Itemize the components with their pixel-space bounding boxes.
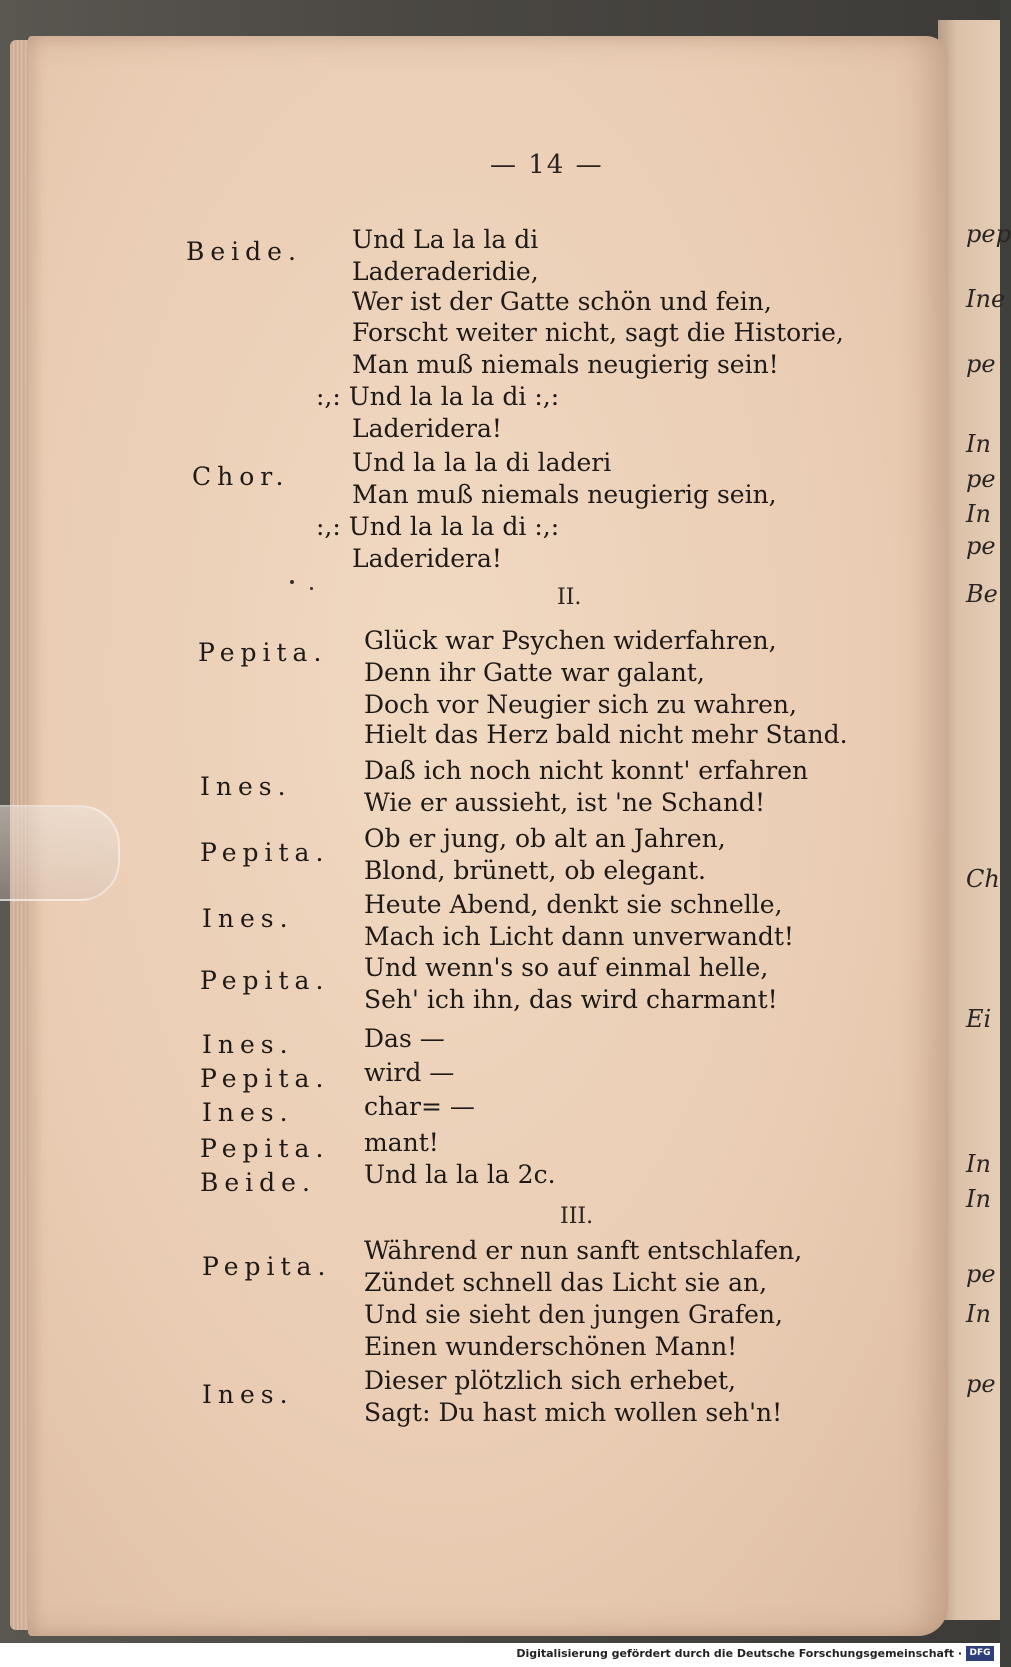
verse-line: Blond, brünett, ob elegant. bbox=[364, 856, 706, 885]
next-page-fragment: Ine bbox=[966, 285, 1006, 313]
verse-line: Heute Abend, denkt sie schnelle, bbox=[364, 890, 783, 919]
verse-line: Während er nun sanft entschlafen, bbox=[364, 1236, 803, 1265]
verse-line: Laderaderidie, bbox=[352, 257, 539, 286]
verse-line: Wer ist der Gatte schön und fein, bbox=[352, 287, 772, 316]
next-page-fragment: pe bbox=[966, 465, 996, 493]
verse-line: Und La la la di bbox=[352, 225, 539, 254]
verse-line: Und sie sieht den jungen Grafen, bbox=[364, 1300, 783, 1329]
verse-line: Und la la la 2c. bbox=[364, 1160, 556, 1189]
speaker-label: Pepita. bbox=[200, 1134, 330, 1163]
speaker-label: Pepita. bbox=[200, 966, 330, 995]
verse-line: Forscht weiter nicht, sagt die Historie, bbox=[352, 318, 844, 347]
digitization-credit: Digitalisierung gefördert durch die Deutsche Forschungsgemeinschaft · bbox=[516, 1647, 962, 1660]
speaker-label: Beide. bbox=[186, 237, 302, 266]
verse-line: Seh' ich ihn, das wird charmant! bbox=[364, 985, 778, 1014]
next-page-fragment: In bbox=[966, 1185, 991, 1213]
speaker-label: Ines. bbox=[202, 1030, 294, 1059]
verse-line: Zündet schnell das Licht sie an, bbox=[364, 1268, 768, 1297]
ink-speck bbox=[310, 587, 313, 590]
next-page-fragment: In bbox=[966, 1150, 991, 1178]
next-page-fragment: In bbox=[966, 500, 991, 528]
verse-line: Und wenn's so auf einmal helle, bbox=[364, 953, 769, 982]
ink-speck bbox=[290, 580, 294, 584]
speaker-label: Ines. bbox=[202, 904, 294, 933]
verse-line: :,: Und la la la di :,: bbox=[316, 382, 560, 411]
section-number: II. bbox=[557, 585, 582, 610]
verse-line: Hielt das Herz bald nicht mehr Stand. bbox=[364, 720, 848, 749]
next-page-fragment: Ei bbox=[966, 1005, 992, 1033]
verse-line: Ob er jung, ob alt an Jahren, bbox=[364, 824, 726, 853]
next-page-fragment: Ch bbox=[966, 865, 1000, 893]
speaker-label: Pepita. bbox=[200, 838, 330, 867]
next-page-fragment: pe bbox=[966, 532, 996, 560]
speaker-label: Beide. bbox=[200, 1168, 316, 1197]
page-number: — 14 — bbox=[490, 150, 604, 180]
verse-line: Laderidera! bbox=[352, 544, 502, 573]
next-page-fragment: pe bbox=[966, 1260, 996, 1288]
speaker-label: Ines. bbox=[202, 1098, 294, 1127]
verse-line: Sagt: Du hast mich wollen seh'n! bbox=[364, 1398, 783, 1427]
next-page-fragment: Be bbox=[966, 580, 998, 608]
verse-line: char= — bbox=[364, 1092, 475, 1121]
verse-line: :,: Und la la la di :,: bbox=[316, 512, 560, 541]
verse-line: Daß ich noch nicht konnt' erfahren bbox=[364, 756, 809, 785]
speaker-label: Ines. bbox=[202, 1380, 294, 1409]
speaker-label: Pepita. bbox=[202, 1252, 332, 1281]
dfg-logo: DFG bbox=[966, 1646, 994, 1661]
verse-line: Glück war Psychen widerfahren, bbox=[364, 626, 777, 655]
speaker-label: Chor. bbox=[192, 462, 290, 491]
verse-line: Laderidera! bbox=[352, 414, 502, 443]
speaker-label: Pepita. bbox=[198, 638, 328, 667]
next-page-fragment: pe bbox=[966, 1370, 996, 1398]
verse-line: Doch vor Neugier sich zu wahren, bbox=[364, 690, 797, 719]
verse-line: Einen wunderschönen Mann! bbox=[364, 1332, 738, 1361]
next-page-fragment: In bbox=[966, 430, 991, 458]
verse-line: Mach ich Licht dann unverwandt! bbox=[364, 922, 794, 951]
next-page-fragment: pe bbox=[966, 350, 996, 378]
verse-line: Und la la la di laderi bbox=[352, 448, 612, 477]
speaker-label: Pepita. bbox=[200, 1064, 330, 1093]
verse-line: wird — bbox=[364, 1058, 455, 1087]
verse-line: Dieser plötzlich sich erhebet, bbox=[364, 1366, 736, 1395]
speaker-label: Ines. bbox=[200, 772, 292, 801]
next-page-fragment: pep bbox=[966, 220, 1011, 248]
verse-line: Denn ihr Gatte war galant, bbox=[364, 658, 705, 687]
verse-line: Das — bbox=[364, 1024, 445, 1053]
verse-line: Man muß niemals neugierig sein, bbox=[352, 480, 777, 509]
verse-line: Wie er aussieht, ist 'ne Schand! bbox=[364, 788, 766, 817]
section-number: III. bbox=[560, 1204, 594, 1229]
next-page-fragment: In bbox=[966, 1300, 991, 1328]
verse-line: Man muß niemals neugierig sein! bbox=[352, 350, 779, 379]
plastic-page-clip bbox=[0, 805, 120, 901]
verse-line: mant! bbox=[364, 1128, 439, 1157]
